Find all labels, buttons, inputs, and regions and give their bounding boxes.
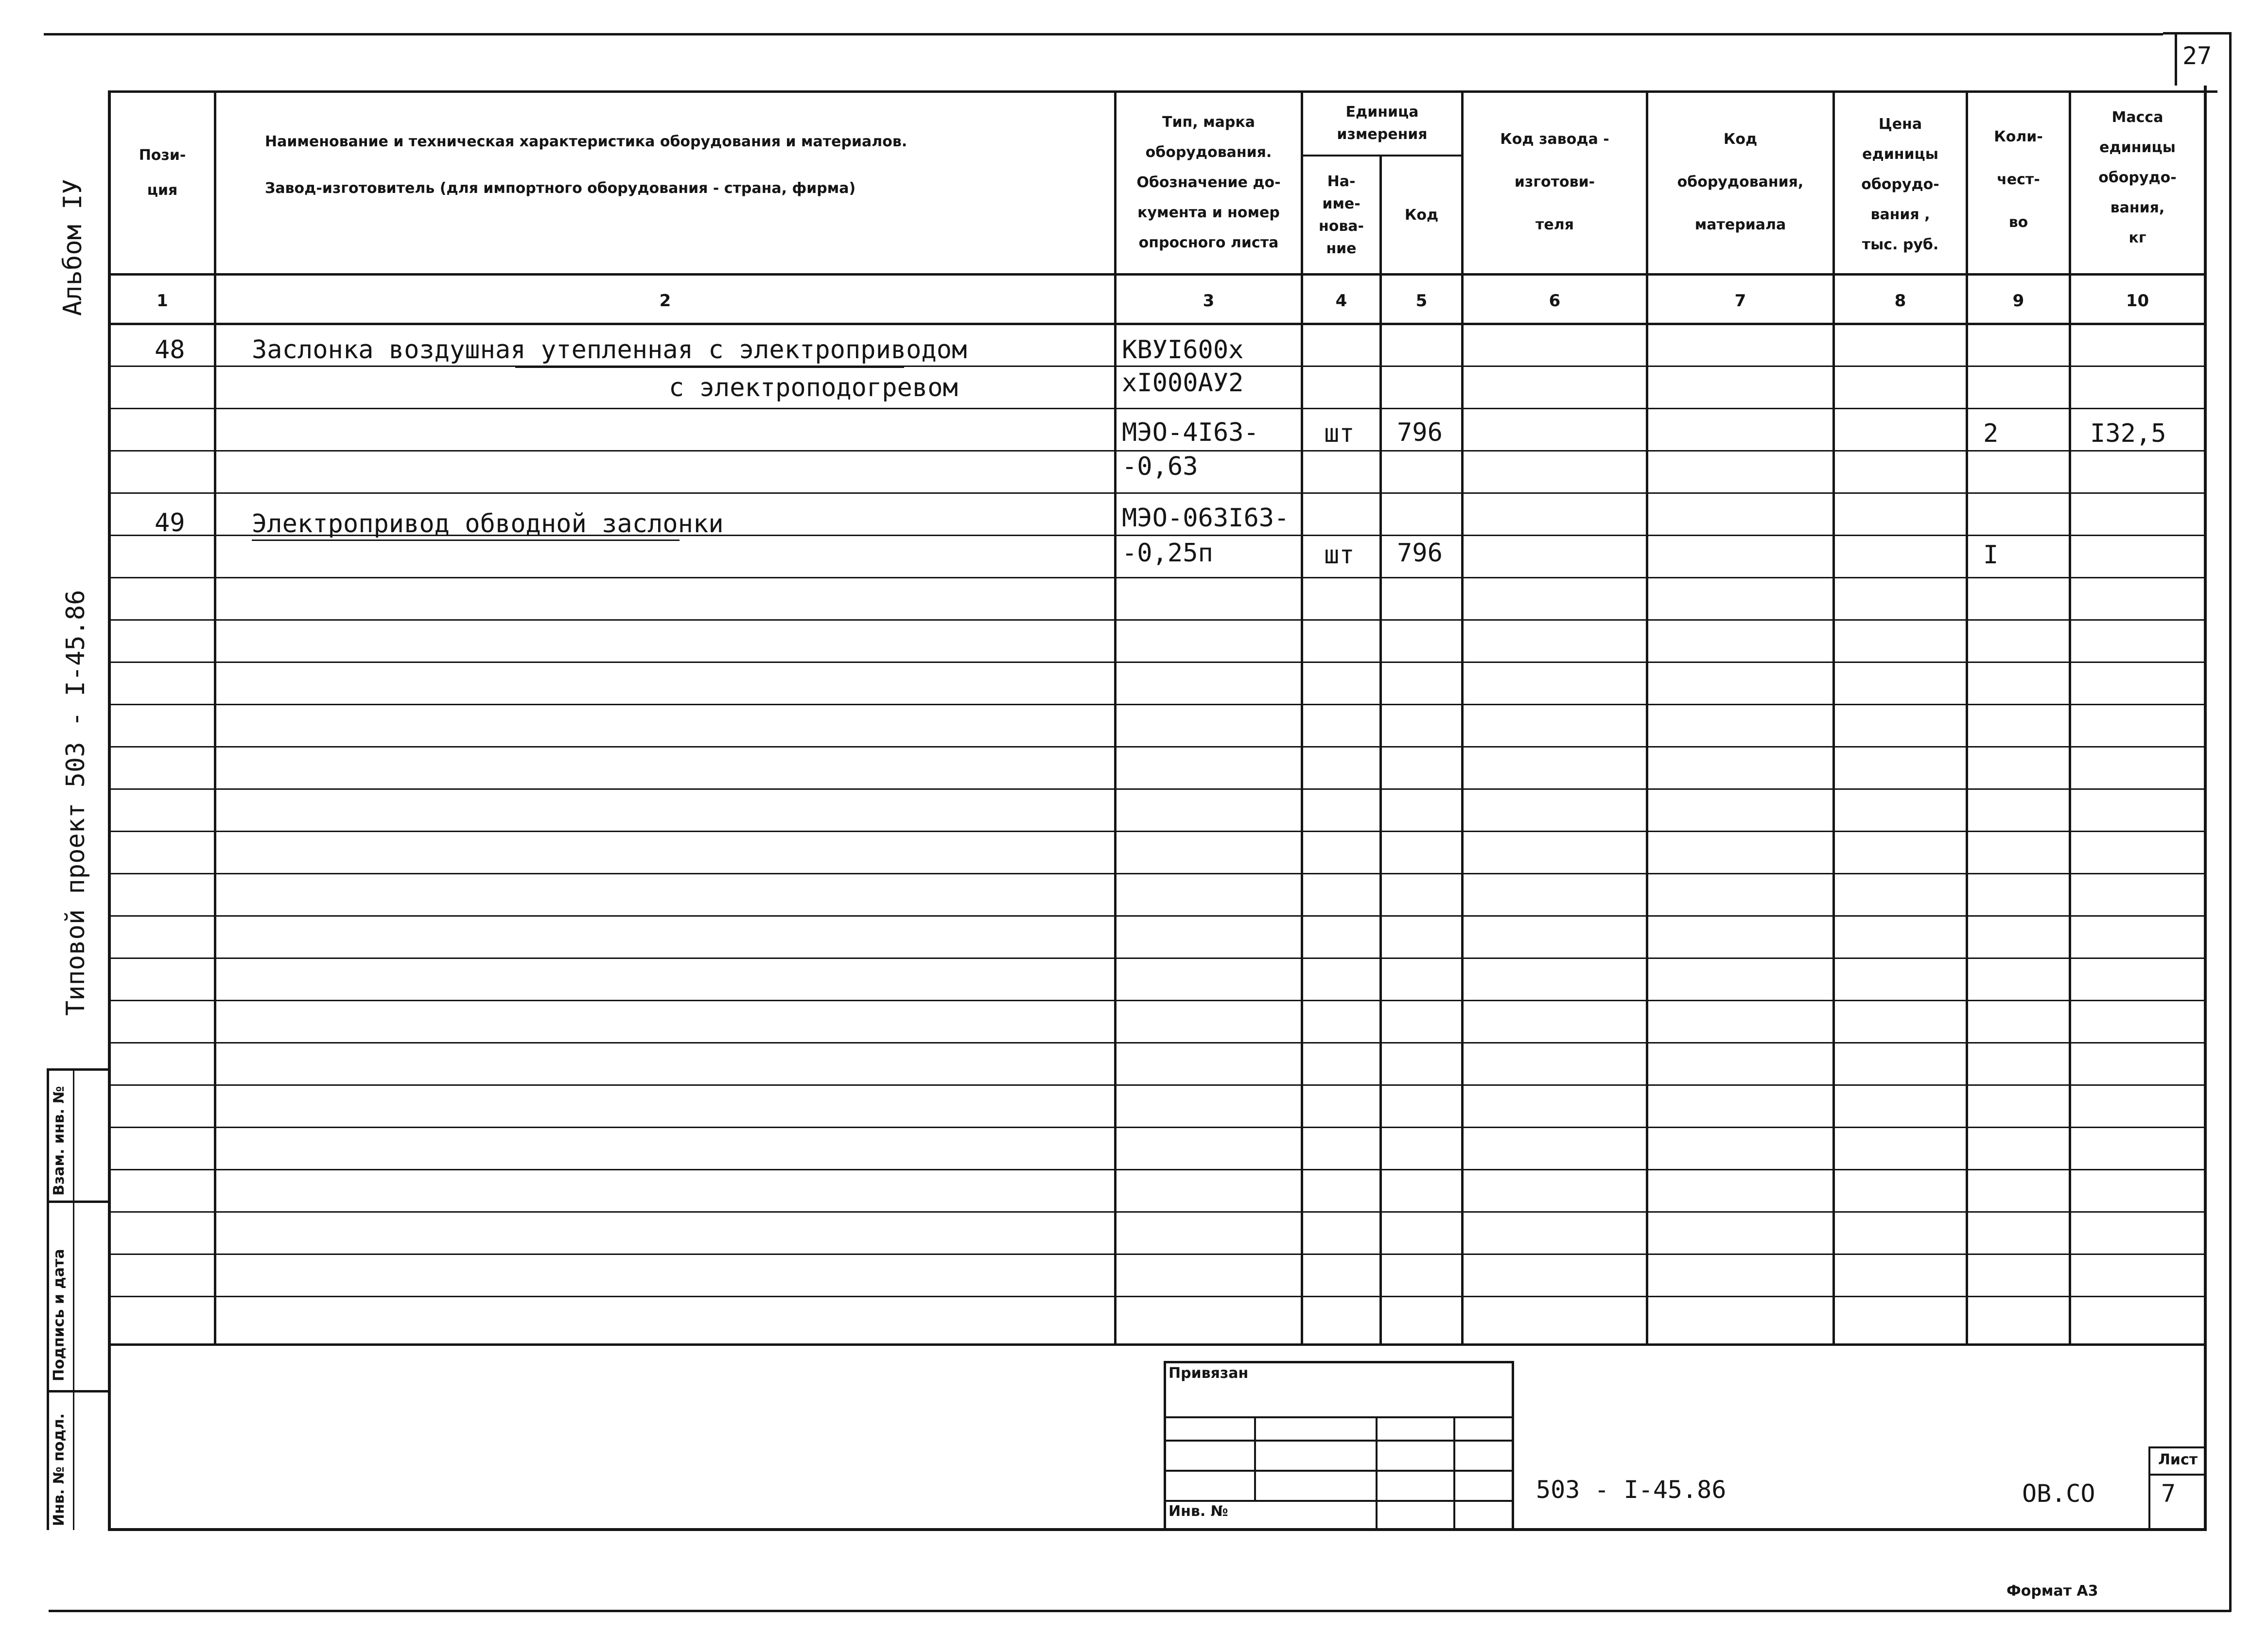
- row-48-type-continued: хI000АУ2: [1122, 368, 1244, 398]
- row-48-unit: шт: [1324, 419, 1355, 448]
- sheet-box-left: [2148, 1446, 2150, 1529]
- title-row-line: [1164, 1440, 1514, 1442]
- header-unit-group: Единица измерения: [1337, 104, 1428, 143]
- row-48-position: 48: [155, 335, 185, 365]
- colnum-bottom-line: [108, 323, 2207, 325]
- header-quantity: Коли- чест- во: [1994, 128, 2043, 231]
- row-49-unit-code: 796: [1397, 539, 1443, 568]
- header-factory-code: Код завода - изготови- теля: [1500, 131, 1609, 233]
- stamp-inner-line: [73, 1068, 74, 1530]
- project-label: Типовой проект 503 - I-45.86: [61, 590, 90, 1016]
- format-label: Формат А3: [2006, 1583, 2098, 1600]
- page-number-box-left: [2175, 32, 2177, 86]
- row-line: [108, 408, 2207, 409]
- header-equipment-code: Код оборудования, материала: [1677, 131, 1804, 233]
- table-bottom-border: [108, 1528, 2207, 1531]
- row-line: [108, 746, 2207, 748]
- header-position: Пози- ция: [139, 147, 186, 199]
- document-code: 503 - I-45.86: [1536, 1476, 1727, 1504]
- column-number-6: 6: [1549, 291, 1561, 311]
- row-line: [108, 1253, 2207, 1255]
- table-top-border: [108, 90, 2217, 93]
- stamp-divider: [47, 1390, 110, 1392]
- right-outer-border: [2229, 32, 2232, 1612]
- sheet-box-mid: [2148, 1474, 2205, 1476]
- column-number-5: 5: [1415, 291, 1428, 311]
- header-bottom-line: [108, 273, 2207, 276]
- row-line: [108, 915, 2207, 917]
- title-row-line: [1164, 1470, 1514, 1472]
- row-49-name: Электропривод обводной заслонки: [252, 509, 724, 539]
- column-number-3: 3: [1203, 291, 1215, 311]
- row-48-quantity: 2: [1983, 419, 1999, 448]
- stamp-label-signature-date: Подпись и дата: [51, 1249, 68, 1381]
- row-line: [108, 704, 2207, 705]
- row-line: [108, 788, 2207, 790]
- column-number-4: 4: [1335, 291, 1347, 311]
- row-line: [108, 619, 2207, 621]
- document-mark: ОВ.СО: [2022, 1479, 2095, 1508]
- row-49-name-underline: [252, 540, 680, 541]
- row-line: [108, 1296, 2207, 1297]
- column-number-9: 9: [2012, 291, 2024, 311]
- row-line: [108, 1042, 2207, 1044]
- top-border: [44, 33, 2163, 35]
- row-line: [108, 492, 2207, 494]
- row-line: [108, 957, 2207, 959]
- row-48-name: Заслонка воздушная утепленная с электроприводом: [252, 335, 967, 365]
- title-col-line: [1376, 1416, 1378, 1529]
- row-49-type: МЭО-063I63-: [1122, 504, 1290, 533]
- bottom-border: [49, 1610, 2231, 1612]
- row-line: [108, 831, 2207, 832]
- header-unit-name: На- име- нова- ние: [1318, 173, 1364, 257]
- row-line: [108, 1084, 2207, 1086]
- row-49-quantity: I: [1983, 540, 1999, 570]
- album-label: Альбом IУ: [58, 179, 87, 316]
- title-col-line: [1254, 1416, 1256, 1500]
- sheet-label: Лист: [2158, 1451, 2198, 1468]
- column-number-7: 7: [1734, 291, 1746, 311]
- page-number: 27: [2182, 42, 2212, 70]
- row-line: [108, 1211, 2207, 1213]
- row-49-type-continued: -0,25п: [1122, 539, 1213, 568]
- stamp-label-replaced-inventory: Взам. инв. №: [51, 1086, 68, 1196]
- column-number-8: 8: [1894, 291, 1906, 311]
- header-unit-code: Код: [1404, 207, 1439, 224]
- title-attached-right: [1512, 1361, 1514, 1529]
- header-name: Наименование и техническая характеристика оборудования и материалов. Завод-изготовитель (для импортного оборудования - страна, фирма): [265, 133, 907, 197]
- row-48-actuator-type-continued: -0,63: [1122, 452, 1198, 481]
- row-48-unit-code: 796: [1397, 418, 1443, 447]
- header-mass: Масса единицы оборудо- вания, кг: [2098, 109, 2177, 246]
- row-line: [108, 873, 2207, 874]
- row-line: [108, 365, 2207, 367]
- title-attached-label: Привязан: [1169, 1365, 1249, 1382]
- stamp-left-line: [47, 1068, 49, 1530]
- rows-bottom-border: [108, 1343, 2207, 1346]
- title-row-line: [1164, 1416, 1514, 1418]
- title-attached-left: [1164, 1361, 1166, 1529]
- row-line: [108, 661, 2207, 663]
- row-48-actuator-type: МЭО-4I63-: [1122, 418, 1259, 447]
- row-49-position: 49: [155, 508, 185, 538]
- column-number-2: 2: [659, 291, 671, 311]
- header-type: Тип, марка оборудования. Обозначение до- кумента и номер опросного листа: [1136, 114, 1281, 251]
- stamp-divider: [47, 1201, 110, 1203]
- sheet-number: 7: [2161, 1479, 2176, 1508]
- title-inventory-label: Инв. №: [1169, 1503, 1228, 1520]
- stamp-label-original-inventory: Инв. № подл.: [51, 1413, 68, 1526]
- row-line: [108, 1127, 2207, 1128]
- column-number-1: 1: [157, 291, 168, 311]
- title-col-line: [1453, 1416, 1455, 1529]
- title-attached-top: [1164, 1361, 1514, 1363]
- stamp-top-line: [47, 1068, 110, 1071]
- row-48-name-continued: с электроподогревом: [669, 373, 958, 402]
- row-49-unit: шт: [1324, 540, 1355, 570]
- row-48-type: КВУI600х: [1122, 335, 1244, 365]
- row-48-mass: I32,5: [2090, 419, 2166, 448]
- col-divider: [1379, 156, 1382, 1344]
- row-line: [108, 1169, 2207, 1170]
- title-row-line: [1164, 1500, 1514, 1502]
- row-line: [108, 450, 2207, 452]
- header-price: Цена единицы оборудо- вания , тыс. руб.: [1861, 116, 1939, 253]
- sheet-box-top: [2148, 1446, 2205, 1448]
- row-line: [108, 1000, 2207, 1001]
- column-number-10: 10: [2126, 291, 2149, 311]
- table-right-border: [2204, 86, 2207, 1529]
- top-border-right: [2163, 32, 2231, 35]
- row-48-name-underline: [515, 366, 904, 368]
- row-line: [108, 577, 2207, 578]
